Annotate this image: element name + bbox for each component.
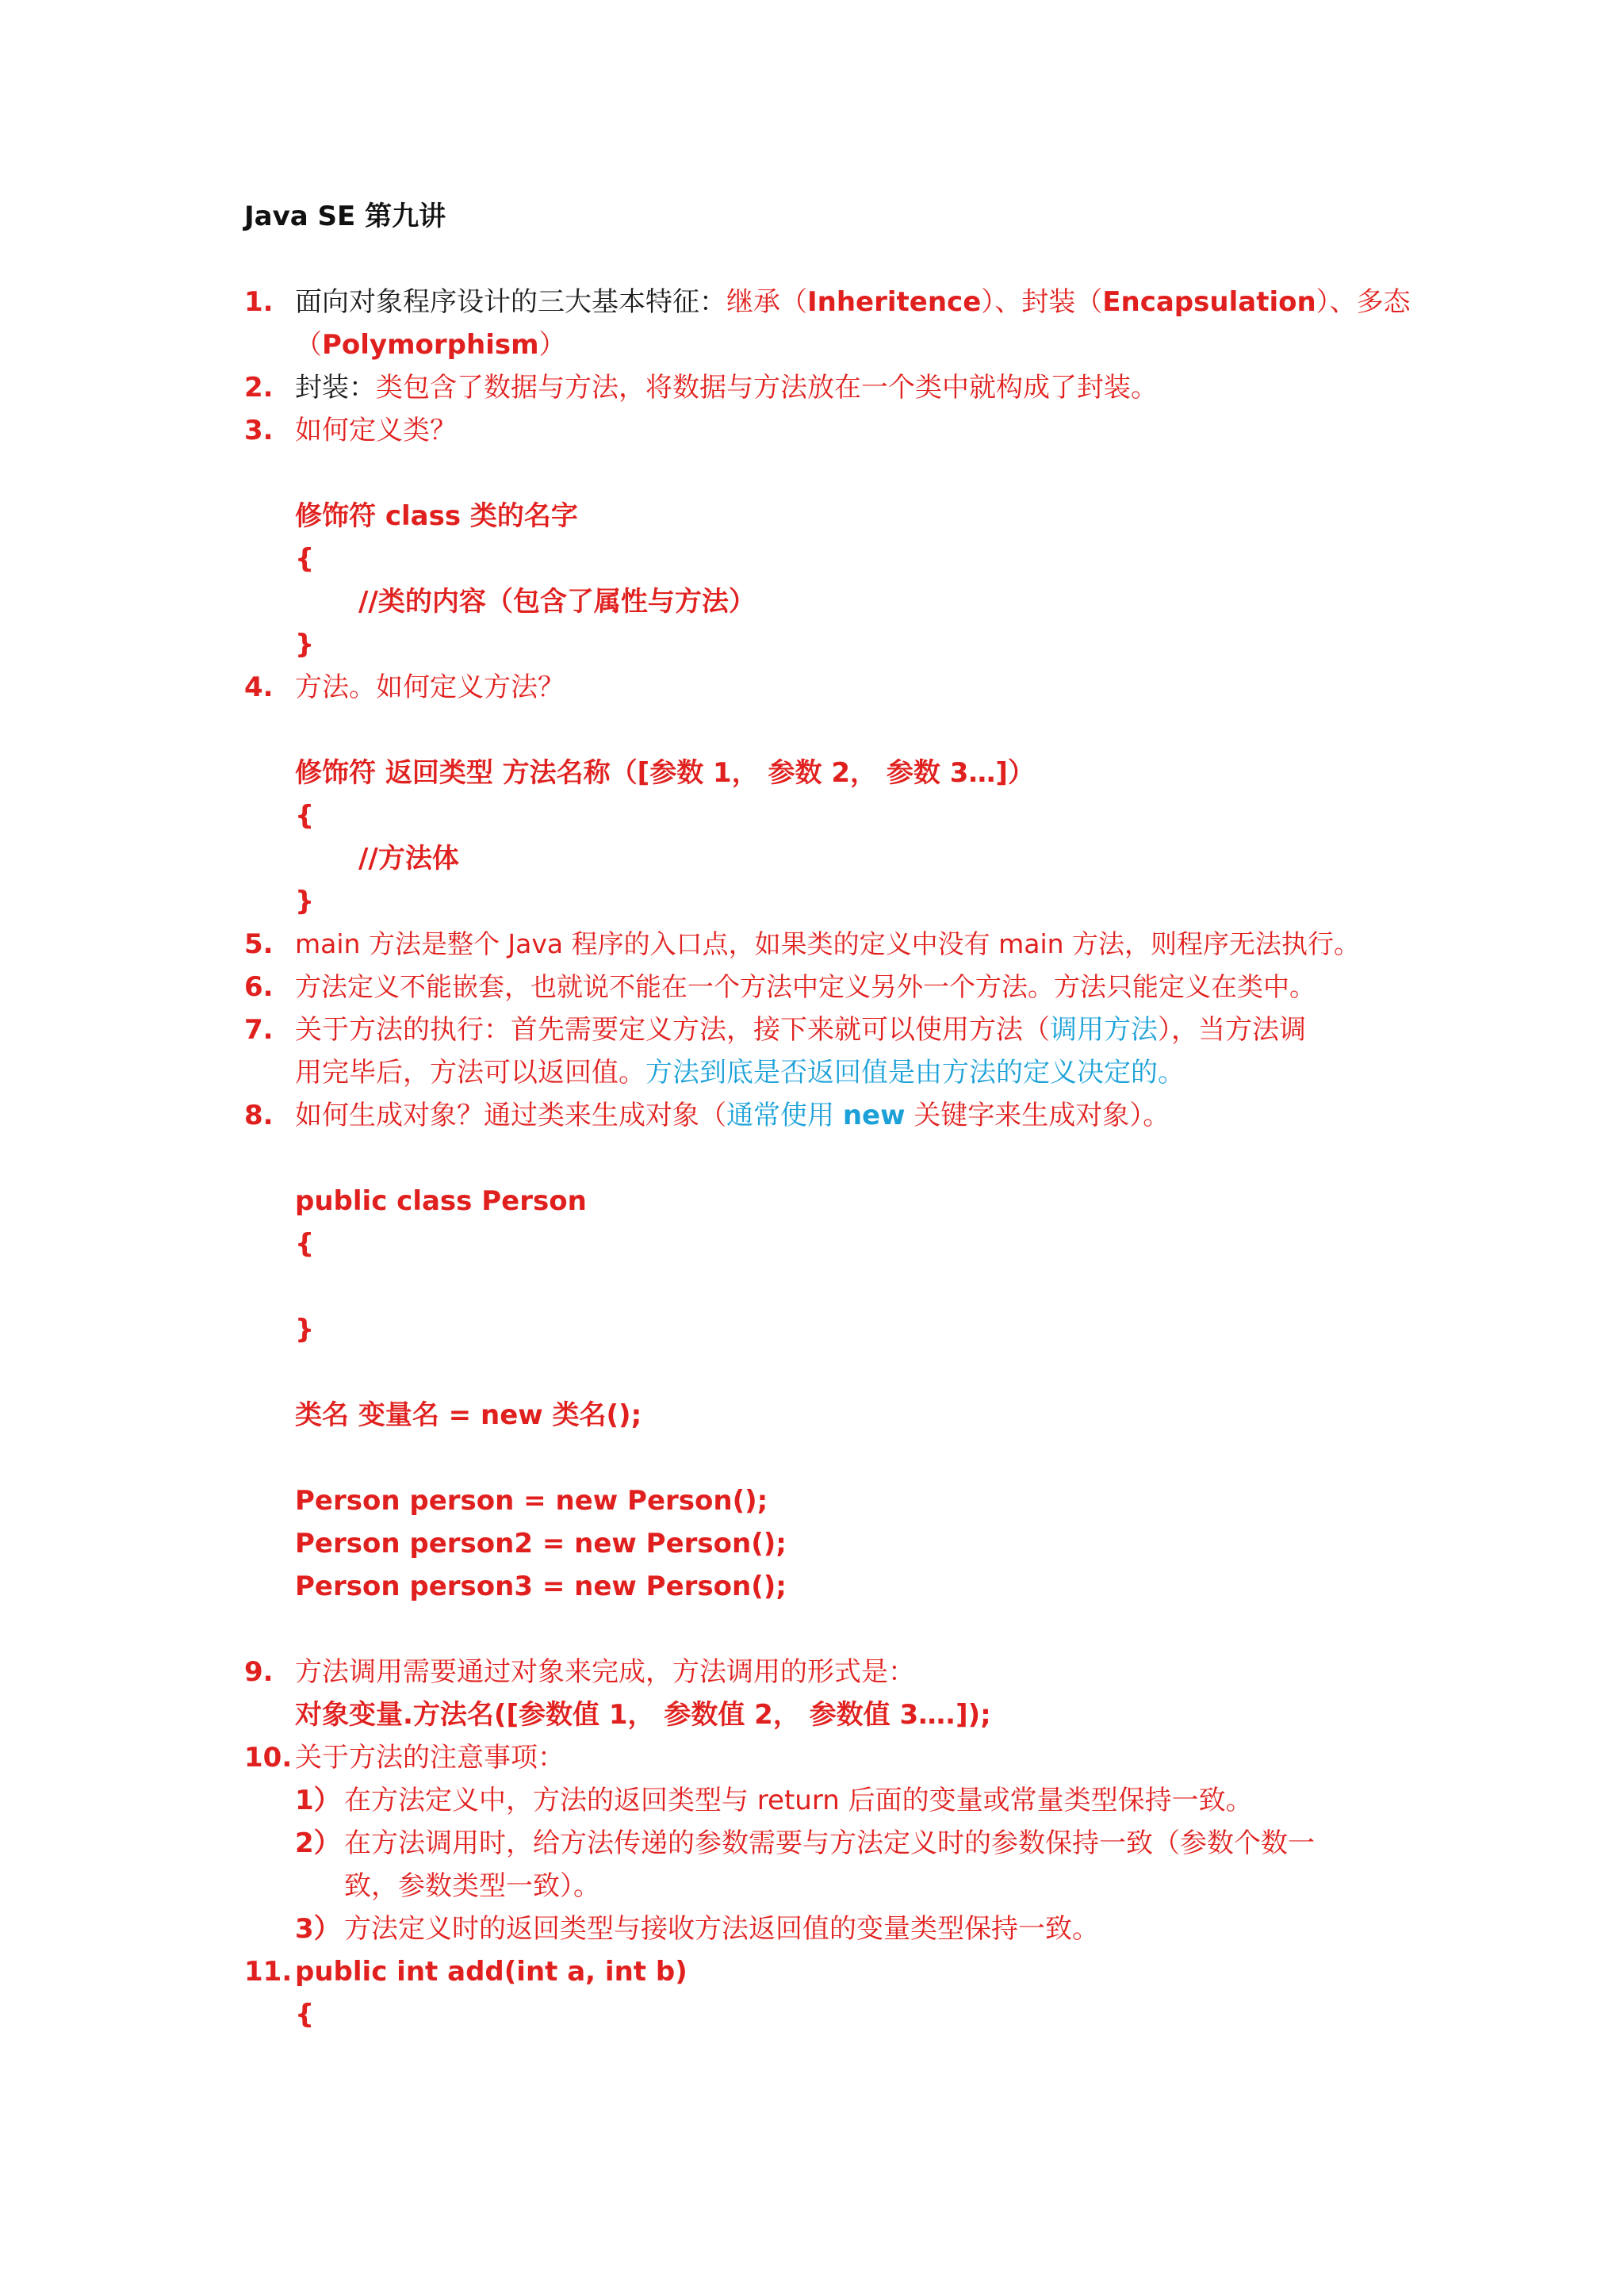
code-line: { xyxy=(295,800,315,832)
item-text: 面向对象程序设计的三大基本特征： xyxy=(295,286,726,318)
code-line: 类名 变量名 = new 类名(); xyxy=(295,1399,642,1431)
code-line: } xyxy=(295,1314,315,1345)
code-line: //类的内容（包含了属性与方法） xyxy=(358,586,756,618)
code-line: } xyxy=(295,629,315,660)
code-line: Person person = new Person(); xyxy=(295,1485,768,1517)
sub-item-2-cont: 致，参数类型一致）。 xyxy=(344,1870,600,1902)
code-line: Person person3 = new Person(); xyxy=(295,1571,787,1602)
item-number: 1. xyxy=(244,286,274,318)
code-line: } xyxy=(295,886,315,917)
document-page: Java SE 第九讲 1. 面向对象程序设计的三大基本特征：继承（Inheritence）、封装（Encapsulation）、多态 （Polymorphism） 2. 封装：类包含了数据与方法，将数据与方法放在一个类中就构成了封装。 3. 如何定义类？ 修饰符 class 类的名字 { //类的内容（包含了属性与方法） } 4. 方法。如何定义方法？ 修饰符 返回类型 方法名称（[参数 1， 参数 2， 参数 3…]） { //方法体 } 5. main 方法是整个 Java 程序的入口点，如果类的定义中没有 main 方法，则程序无法执行。 6. 方法定义不能嵌套，也就说不能在一个方法中定义另外一个方法。方法只能定义在类中。 7. 关于方法的执行：首先需要定义方法，接下来就可以使用方法（调用方法），当方法调 用完毕后，方法可以返回值。方法到底是否返回值是由方法的定义决定的。 8. 如何生成对象？通过类来生成对象（通常使用 new 关键字来生成对象）。 public class Person { } 类名 变量名 = new 类名(); Person person = new Person(); Person person2 = new Person(); Person person3 = new Person(); 9. 方法调用需要通过对象来完成，方法调用的形式是： 对象变量.方法名([参数值 1， 参数值 2， 参数值 3….]); 10. 关于方法的注意事项： 1） 在方法定义中，方法的返回类型与 return 后面的变量或常量类型保持一致。 2） 在方法调用时，给方法传递的参数需要与方法定义时的参数保持一致（参数个数一 致，参数类型一致）。 3） 方法定义时的返回类型与接收方法返回值的变量类型保持一致。 11. public int add(int a, int b) { xyxy=(0,0,1624,2296)
code-line: { xyxy=(295,1228,315,1260)
code-line: 修饰符 class 类的名字 xyxy=(295,500,578,532)
list-item-7-cont: 用完毕后，方法可以返回值。方法到底是否返回值是由方法的定义决定的。 xyxy=(295,1057,1185,1089)
list-item-1-cont: （Polymorphism） xyxy=(295,329,566,361)
code-line: 修饰符 返回类型 方法名称（[参数 1， 参数 2， 参数 3…]） xyxy=(295,757,1035,789)
page-title: Java SE 第九讲 xyxy=(244,201,446,232)
code-line: { xyxy=(295,543,315,575)
code-line: 对象变量.方法名([参数值 1， 参数值 2， 参数值 3….]); xyxy=(295,1699,991,1731)
code-line: //方法体 xyxy=(358,843,459,874)
code-line: { xyxy=(295,1999,315,2030)
code-line: public class Person xyxy=(295,1185,587,1217)
code-line: Person person2 = new Person(); xyxy=(295,1528,787,1559)
